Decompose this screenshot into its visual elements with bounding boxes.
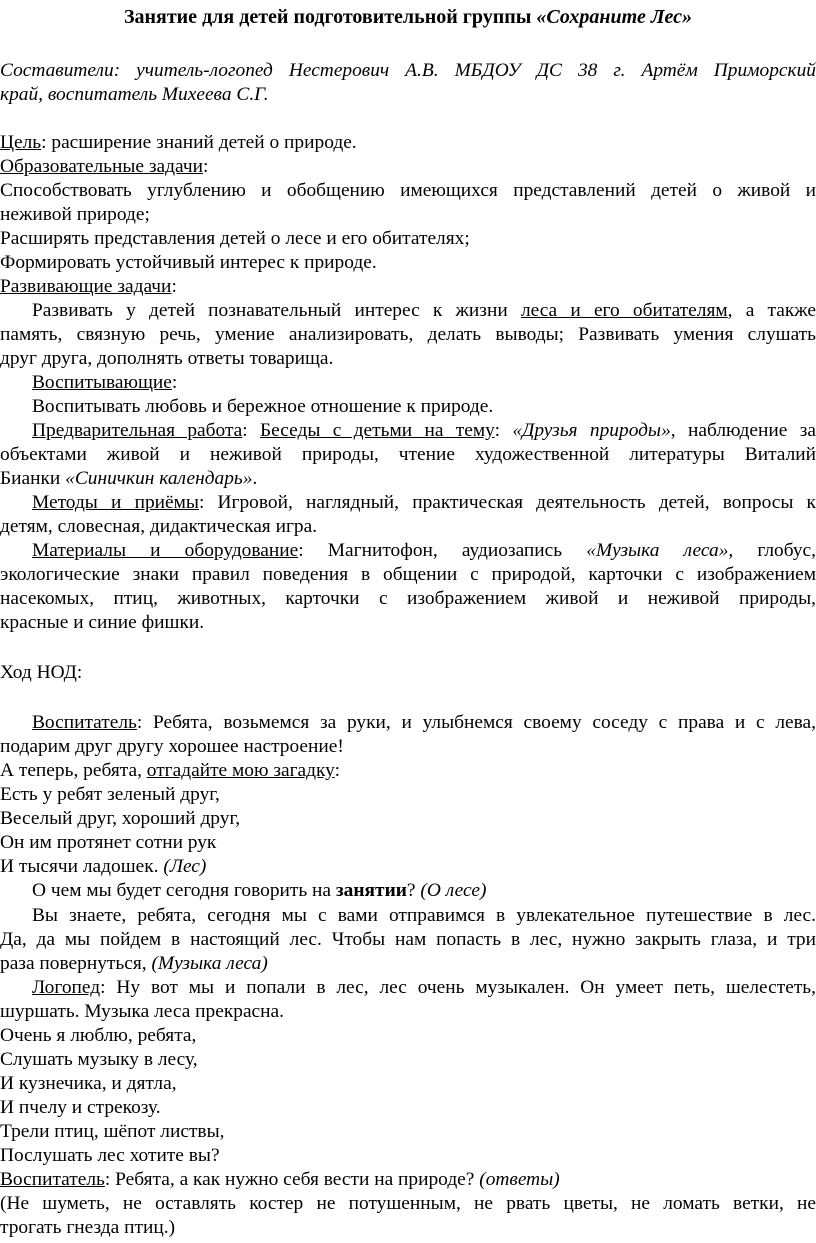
riddle-line-2: Веселый друг, хороший друг, xyxy=(0,808,241,829)
goal: Цель: расширение знаний детей о природе. xyxy=(0,132,357,153)
riddle-line-1: Есть у ребят зеленый друг, xyxy=(0,784,220,805)
dialog-p1-line-2: подарим друг другу хорошее настроение! xyxy=(0,736,344,757)
edu-heading: Образовательные задачи: xyxy=(0,156,209,177)
upbr-text: Воспитывать любовь и бережное отношение к природе. xyxy=(32,396,494,417)
dialog-p3-line-1: Вы знаете, ребята, сегодня мы с вами отправимся в увлекательное путешествие в лес. xyxy=(32,905,816,926)
edu-line-3: Расширять представления детей о лесе и его обитателях; xyxy=(0,228,470,249)
edu-line-2: неживой природе; xyxy=(0,204,150,225)
methods-line-1: Методы и приёмы: Игровой, наглядный, практическая деятельность детей, вопросы к xyxy=(32,492,816,513)
upbr-heading: Воспитывающие: xyxy=(32,372,178,393)
dialog-p3-line-2: Да, да мы пойдем в настоящий лес. Чтобы нам попасть в лес, нужно закрыть глаза, и три xyxy=(0,929,816,950)
materials-line-3: насекомых, птиц, животных, карточки с изображением живой и неживой природы, xyxy=(0,588,816,609)
verse-line-2: Слушать музыку в лесу, xyxy=(0,1049,198,1070)
dialog-p6-line-1: (Не шуметь, не оставлять костер не потушенным, не рвать цветы, не ломать ветки, не xyxy=(0,1193,816,1214)
prelim-line-3: Бианки «Синичкин календарь». xyxy=(0,468,258,489)
dialog-p6-line-2: трогать гнезда птиц.) xyxy=(0,1217,176,1238)
authors-line-1: Составители: учитель-логопед Нестерович А.В. МБДОУ ДС 38 г. Артём Приморский xyxy=(0,60,816,81)
methods-line-2: детям, словесная, дидактическая игра. xyxy=(0,516,318,537)
prelim-line-2: объектами живой и неживой природы, чтение художественной литературы Виталий xyxy=(0,444,816,465)
dialog-p2: А теперь, ребята, отгадайте мою загадку: xyxy=(0,760,340,781)
riddle-line-3: Он им протянет сотни рук xyxy=(0,832,217,853)
verse-line-6: Послушать лес хотите вы? xyxy=(0,1145,220,1166)
verse-line-1: Очень я люблю, ребята, xyxy=(0,1025,197,1046)
verse-line-5: Трели птиц, шёпот листвы, xyxy=(0,1121,225,1142)
edu-line-4: Формировать устойчивый интерес к природе. xyxy=(0,252,377,273)
dev-line-1: Развивать у детей познавательный интерес к жизни леса и его обитателям, а также xyxy=(32,300,816,321)
verse-line-3: И кузнечика, и дятла, xyxy=(0,1073,177,1094)
prelim-line-1: Предварительная работа: Беседы с детьми на тему: «Друзья природы», наблюдение за xyxy=(32,420,816,441)
document-title: Занятие для детей подготовительной группы «Сохраните Лес» xyxy=(123,6,693,28)
dialog-p4-line-2: шуршать. Музыка леса прекрасна. xyxy=(0,1001,284,1022)
dev-line-2: память, связную речь, умение анализировать, делать выводы; Развивать умения слушать xyxy=(0,324,816,345)
authors-line-2: край, воспитатель Михеева С.Г. xyxy=(0,84,269,105)
materials-line-4: красные и синие фишки. xyxy=(0,612,205,633)
dialog-question: О чем мы будет сегодня говорить на занятии? (О лесе) xyxy=(32,880,487,901)
dev-heading: Развивающие задачи: xyxy=(0,276,177,297)
riddle-line-4: И тысячи ладошек. (Лес) xyxy=(0,856,207,877)
edu-line-1: Способствовать углублению и обобщению имеющихся представлений детей о живой и xyxy=(0,180,816,201)
materials-line-1: Материалы и оборудование: Магнитофон, аудиозапись «Музыка леса», глобус, xyxy=(32,540,816,561)
course-heading: Ход НОД: xyxy=(0,662,83,683)
dev-line-3: друг друга, дополнять ответы товарища. xyxy=(0,348,334,369)
verse-line-4: И пчелу и стрекозу. xyxy=(0,1097,161,1118)
dialog-p4-line-1: Логопед: Ну вот мы и попали в лес, лес очень музыкален. Он умеет петь, шелестеть, xyxy=(32,977,816,998)
dialog-p5: Воспитатель: Ребята, а как нужно себя вести на природе? (ответы) xyxy=(0,1169,560,1190)
dialog-p1-line-1: Воспитатель: Ребята, возьмемся за руки, и улыбнемся своему соседу с права и с лева, xyxy=(32,712,816,733)
dialog-p3-line-3: раза повернуться, (Музыка леса) xyxy=(0,953,268,974)
materials-line-2: экологические знаки правил поведения в общении с природой, карточки с изображением xyxy=(0,564,816,585)
